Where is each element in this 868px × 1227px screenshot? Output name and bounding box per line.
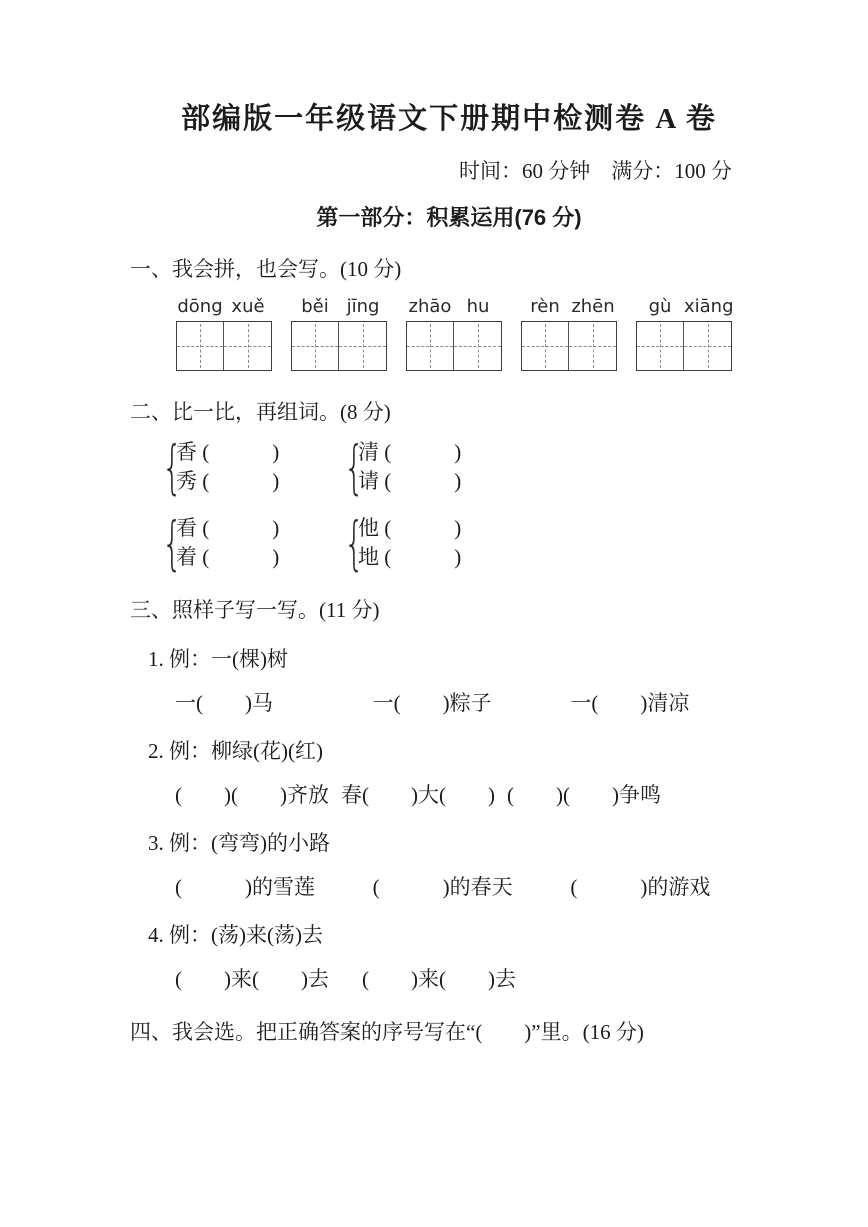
- answer-blank: ( )( )争鸣: [506, 783, 661, 807]
- compare-pair-lines: [358, 438, 461, 496]
- example-line: 1. 例：一(棵)树: [148, 647, 288, 671]
- question-4-heading: 四、我会选。把正确答案的序号写在“( )”里。(16 分): [130, 1020, 644, 1044]
- grid-cell: [339, 322, 386, 370]
- writing-grid: [406, 321, 502, 371]
- answer-blank: ( )( )齐放: [175, 783, 329, 807]
- answer-blank: ( )的游戏: [570, 875, 711, 899]
- q3-item-3: [130, 829, 768, 901]
- pinyin-syllable: zhāo: [408, 296, 452, 317]
- answer-blank: ( )的雪莲: [175, 875, 315, 899]
- pinyin-syllable: běi: [301, 296, 329, 317]
- word-blank: 请 ( ): [358, 469, 462, 493]
- question-3: [130, 595, 768, 993]
- answer-row: [175, 689, 768, 717]
- answer-blank: 春( )大( ): [340, 783, 495, 807]
- question-1: [130, 254, 768, 371]
- question-3-heading: 三、照样子写一写。(11 分): [130, 598, 380, 622]
- compare-pair: [162, 509, 344, 577]
- answer-row: [175, 873, 768, 901]
- compare-pair: [344, 433, 526, 501]
- brace-icon: {: [162, 433, 183, 501]
- example-line: 4. 例：(荡)来(荡)去: [148, 923, 323, 947]
- word-blank: 着 ( ): [176, 545, 280, 569]
- brace-icon: {: [344, 433, 365, 501]
- answer-blank: 一( )粽子: [372, 691, 492, 715]
- pinyin-syllable: dōng: [177, 296, 223, 317]
- word-blank: 地 ( ): [358, 545, 462, 569]
- q3-item-2: [130, 737, 768, 809]
- grid-cell: [522, 322, 569, 370]
- pinyin-syllable: hu: [466, 296, 490, 317]
- answer-row: [175, 781, 768, 809]
- grid-cell: [407, 322, 454, 370]
- pinyin-labels: [176, 296, 272, 321]
- q3-item-1: [130, 645, 768, 717]
- pinyin-syllable: gù: [648, 296, 672, 317]
- answer-blank: ( )来( )去: [175, 967, 329, 991]
- grid-cell: [454, 322, 501, 370]
- compare-pair-row: [162, 509, 768, 577]
- answer-blank: ( )的春天: [372, 875, 513, 899]
- compare-pair: [162, 433, 344, 501]
- exam-meta: 时间：60 分钟 满分：100 分: [459, 159, 732, 183]
- pinyin-syllable: xiāng: [684, 296, 734, 317]
- writing-grid: [176, 321, 272, 371]
- pinyin-labels: [406, 296, 502, 321]
- answer-blank: ( )来( )去: [362, 967, 516, 991]
- answer-row: [175, 965, 768, 993]
- question-2: [130, 397, 768, 577]
- compare-pair-lines: [176, 514, 279, 572]
- word-blank: 香 ( ): [176, 440, 280, 464]
- compare-pair-row: [162, 433, 768, 501]
- word-blank: 他 ( ): [358, 516, 462, 540]
- word-blank: 秀 ( ): [176, 469, 280, 493]
- question-4: [130, 1017, 768, 1047]
- pinyin-syllable: zhēn: [571, 296, 615, 317]
- grid-cell: [684, 322, 731, 370]
- pinyin-syllable: xuě: [231, 296, 265, 317]
- q3-item-4: [130, 921, 768, 993]
- writing-grid: [291, 321, 387, 371]
- brace-icon: {: [162, 509, 183, 577]
- writing-box: [636, 296, 732, 371]
- question-2-heading: 二、比一比，再组词。(8 分): [130, 400, 391, 424]
- word-blank: 看 ( ): [176, 516, 280, 540]
- example-line: 3. 例：(弯弯)的小路: [148, 831, 330, 855]
- answer-blank: 一( )马: [175, 691, 273, 715]
- section-header: 第一部分：积累运用(76 分): [316, 205, 582, 230]
- pinyin-labels: [291, 296, 387, 321]
- example-line: 2. 例：柳绿(花)(红): [148, 739, 323, 763]
- writing-grid: [521, 321, 617, 371]
- grid-cell: [224, 322, 271, 370]
- writing-box: [176, 296, 272, 371]
- compare-pair-lines: [358, 514, 461, 572]
- writing-box: [521, 296, 617, 371]
- grid-cell: [637, 322, 684, 370]
- question-1-heading: 一、我会拼，也会写。(10 分): [130, 257, 402, 281]
- pinyin-labels: [521, 296, 617, 321]
- pinyin-labels: [636, 296, 732, 321]
- writing-box: [406, 296, 502, 371]
- compare-pair-lines: [176, 438, 279, 496]
- grid-cell: [569, 322, 616, 370]
- pinyin-syllable: rèn: [530, 296, 560, 317]
- brace-icon: {: [344, 509, 365, 577]
- writing-grid: [636, 321, 732, 371]
- page-title: 部编版一年级语文下册期中检测卷 A 卷: [181, 103, 717, 135]
- answer-blank: 一( )清凉: [570, 691, 690, 715]
- pinyin-syllable: jīng: [346, 296, 380, 317]
- writing-box: [291, 296, 387, 371]
- grid-cell: [177, 322, 224, 370]
- grid-cell: [292, 322, 339, 370]
- pinyin-writing-row: [176, 296, 768, 371]
- compare-pair: [344, 509, 526, 577]
- word-blank: 清 ( ): [358, 440, 462, 464]
